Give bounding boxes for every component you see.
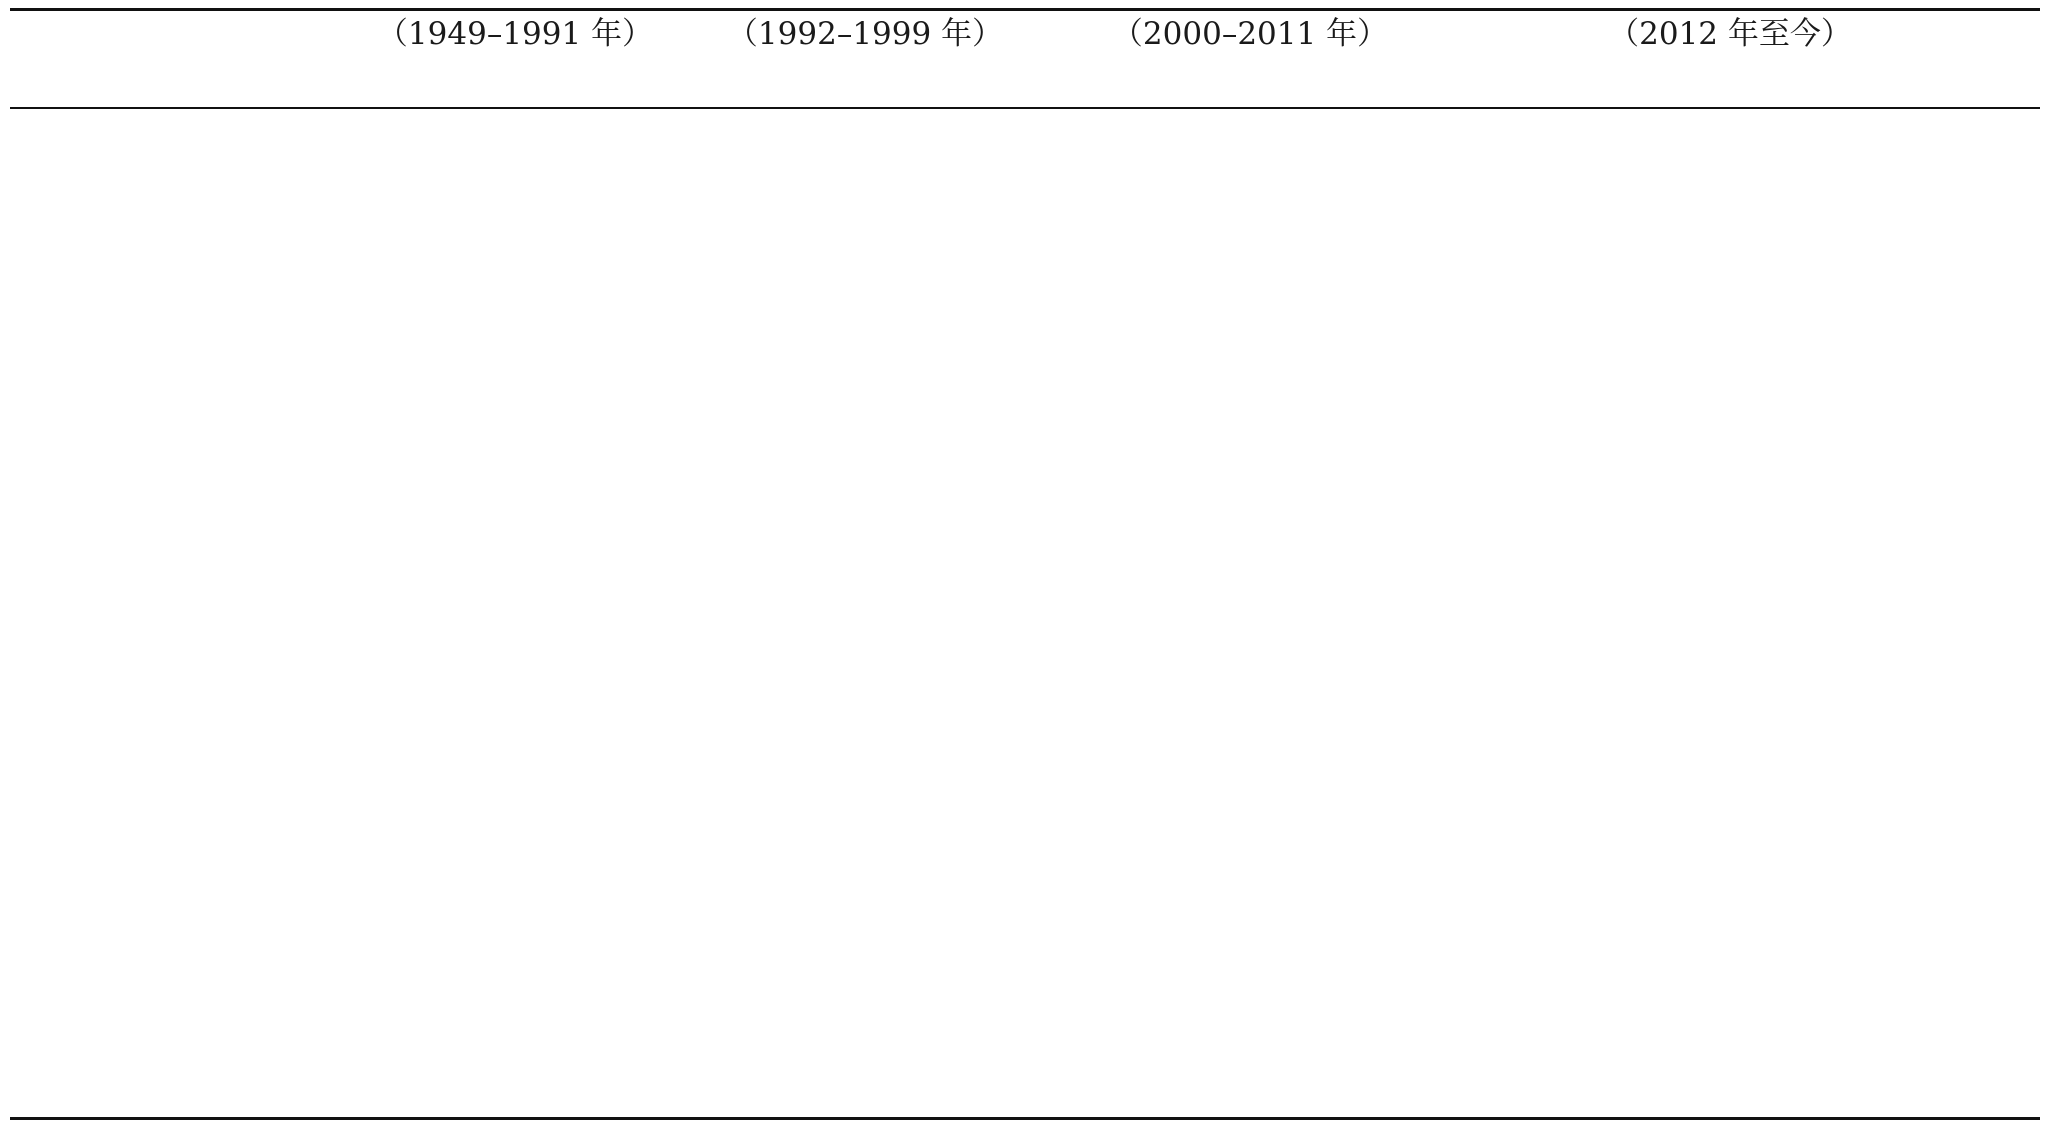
stage-period: （1949–1991 年） — [376, 16, 654, 52]
header-rule — [10, 107, 2040, 109]
header-stage-4 — [1560, 8, 1900, 60]
stage-period: （1992–1999 年） — [726, 16, 1004, 52]
header-stage-3 — [1090, 8, 1410, 60]
stage-period: （2000–2011 年） — [1111, 16, 1389, 52]
header-stage-1 — [360, 8, 670, 60]
header-stage-2 — [710, 8, 1020, 60]
stage-period: （2012 年至今） — [1608, 16, 1852, 52]
bottom-rule — [10, 1117, 2040, 1120]
